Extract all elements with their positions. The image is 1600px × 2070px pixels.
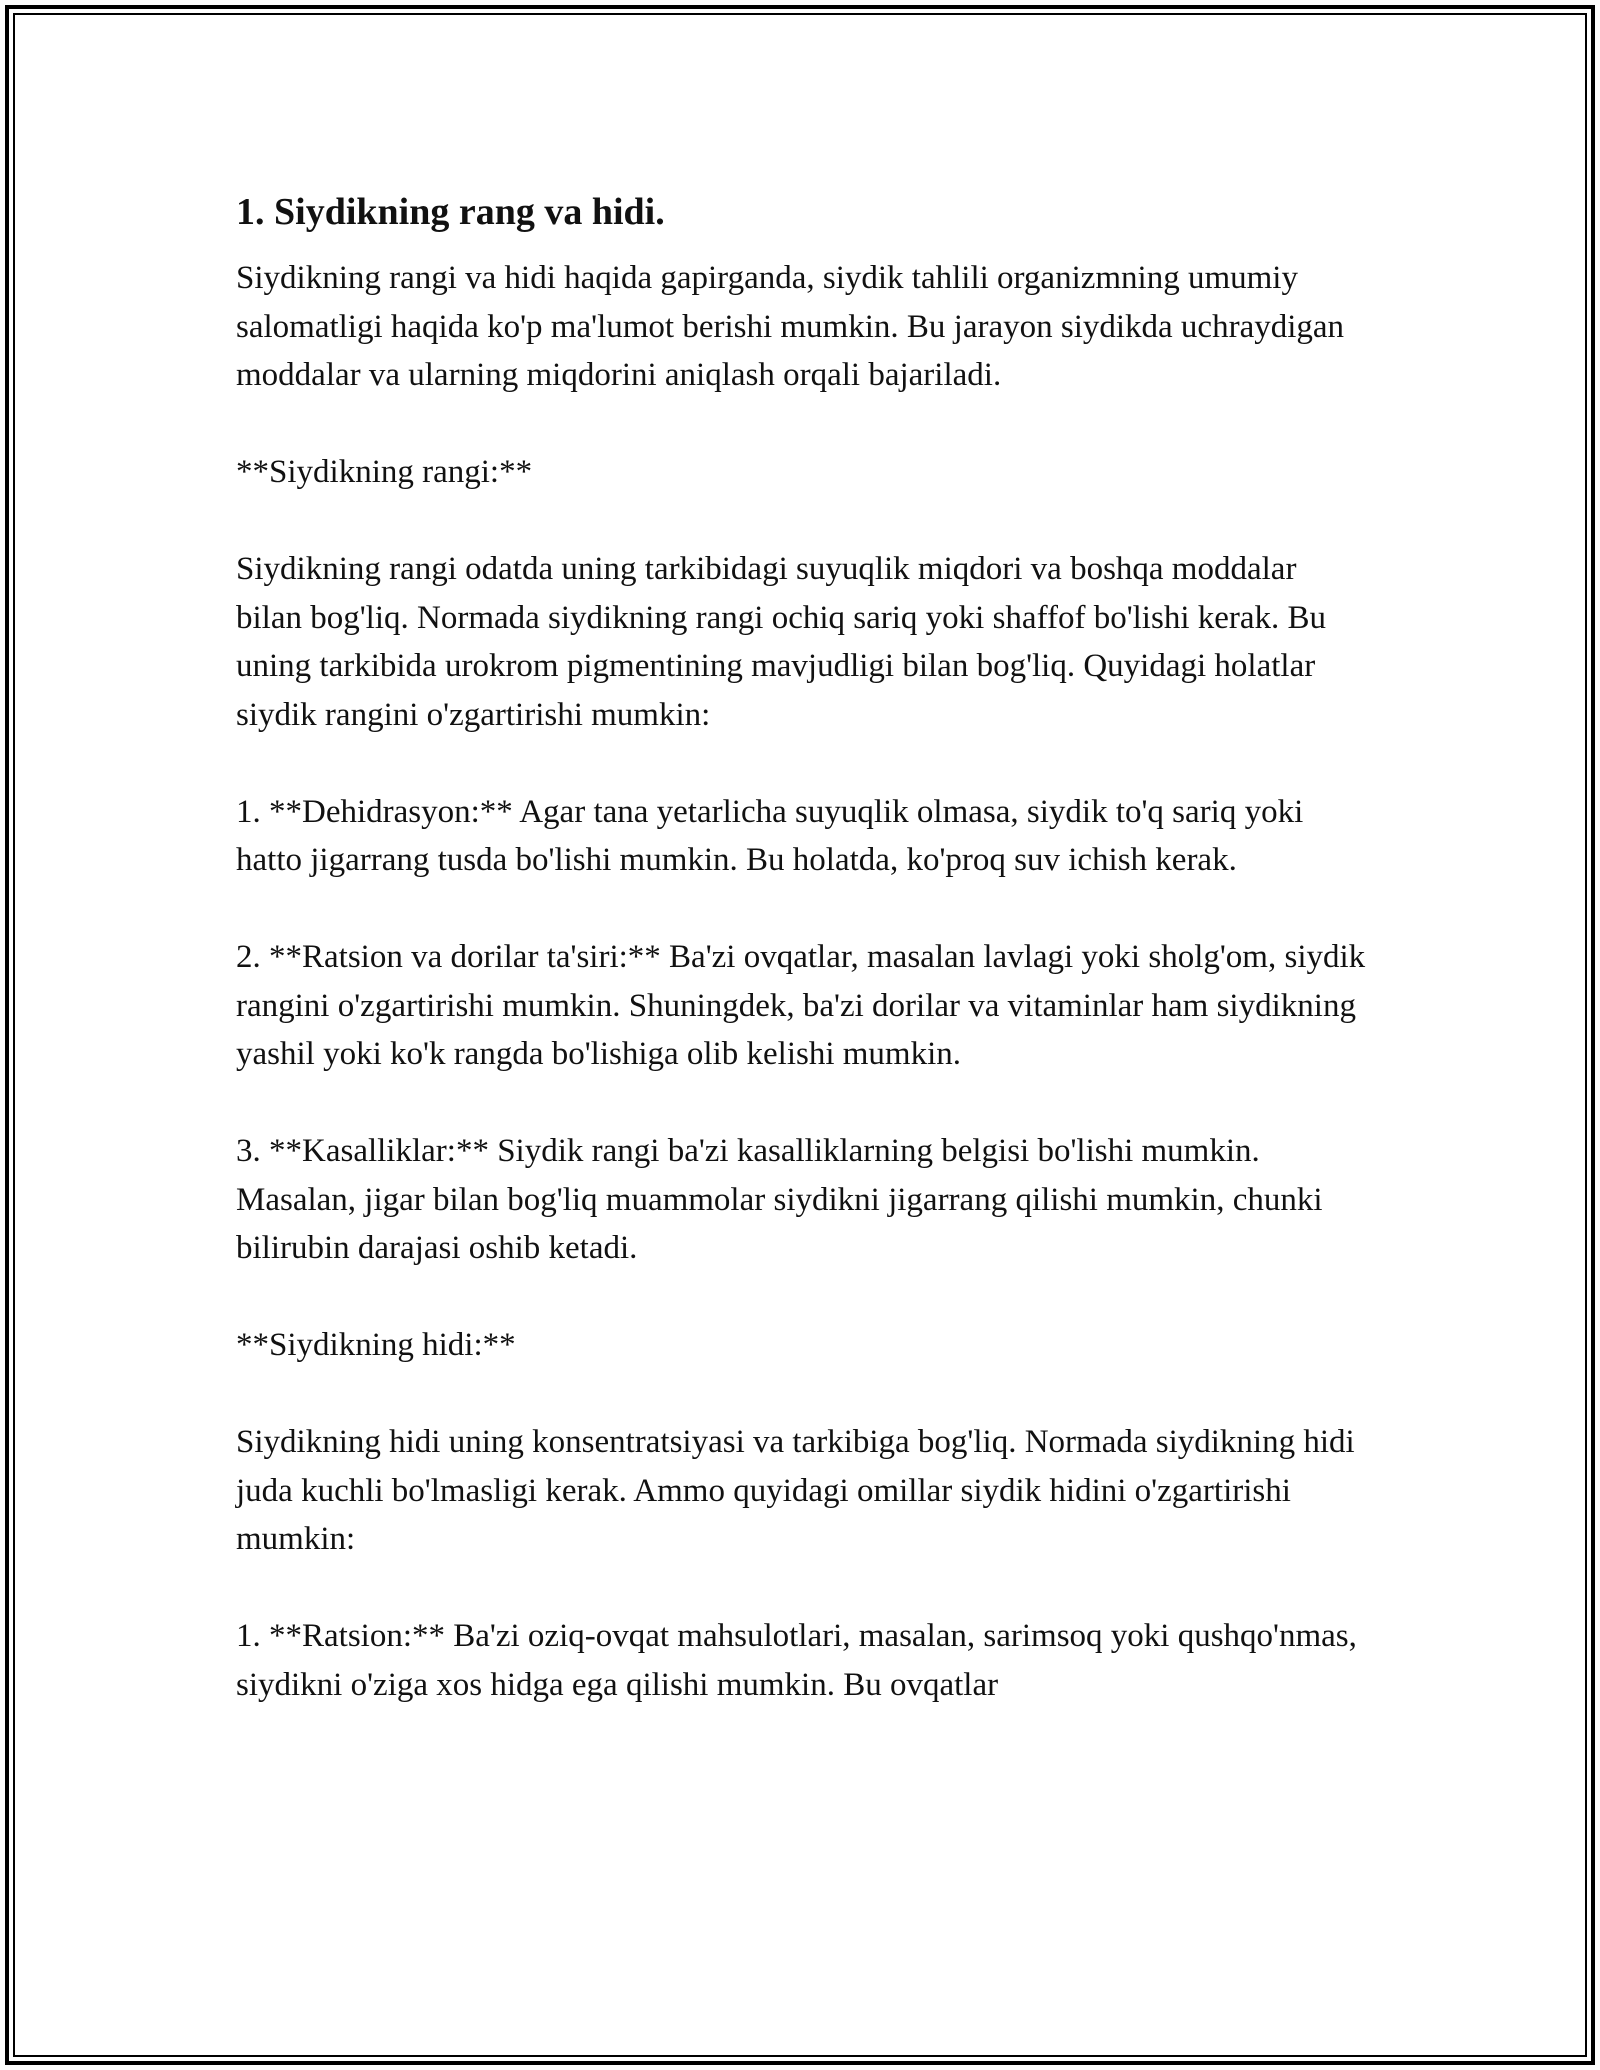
- paragraph-color-item-3: 3. **Kasalliklar:** Siydik rangi ba'zi kasalliklarning belgisi bo'lishi mumkin. Masalan, jigar bilan bog'liq muammolar siydikni jigarrang qilishi mumkin, chunki bilirubin darajasi oshib ketadi.: [236, 1133, 1323, 1266]
- paragraph-smell-heading: **Siydikning hidi:**: [236, 1327, 516, 1363]
- document-title: 1. Siydikning rang va hidi.: [236, 191, 665, 233]
- paragraph-smell-item-1: 1. **Ratsion:** Ba'zi oziq-ovqat mahsulotlari, masalan, sarimsoq yoki qushqo'nmas, siydikni o'ziga xos hidga ega qilishi mumkin. Bu ovqatlar: [236, 1618, 1357, 1703]
- paragraph-smell-description: Siydikning hidi uning konsentratsiyasi va tarkibiga bog'liq. Normada siydikning hidi juda kuchli bo'lmasligi kerak. Ammo quyidagi omillar siydik hidini o'zgartirishi mumkin:: [236, 1424, 1355, 1557]
- paragraph-color-description: Siydikning rangi odatda uning tarkibidagi suyuqlik miqdori va boshqa moddalar bilan bog'liq. Normada siydikning rangi ochiq sariq yoki shaffof bo'lishi kerak. Bu uning tarkibida urokrom pigmentining mavjudligi bilan bog'liq. Quyidagi holatlar siydik rangini o'zgartirishi mumkin:: [236, 551, 1327, 733]
- paragraph-intro: Siydikning rangi va hidi haqida gapirganda, siydik tahlili organizmning umumiy salomatligi haqida ko'p ma'lumot berishi mumkin. Bu jarayon siydikda uchraydigan moddalar va ularning miqdorini aniqlash orqali bajariladi.: [236, 260, 1345, 393]
- document-body: [236, 186, 1366, 1709]
- paragraph-color-heading: **Siydikning rangi:**: [236, 454, 533, 490]
- paragraph-color-item-1: 1. **Dehidrasyon:** Agar tana yetarlicha suyuqlik olmasa, siydik to'q sariq yoki hatto jigarrang tusda bo'lishi mumkin. Bu holatda, ko'proq suv ichish kerak.: [236, 793, 1304, 878]
- paragraph-color-item-2: 2. **Ratsion va dorilar ta'siri:** Ba'zi ovqatlar, masalan lavlagi yoki sholg'om, siydik rangini o'zgartirishi mumkin. Shuningdek, ba'zi dorilar va vitaminlar ham siydikning yashil yoki ko'k rangda bo'lishiga olib kelishi mumkin.: [236, 939, 1366, 1072]
